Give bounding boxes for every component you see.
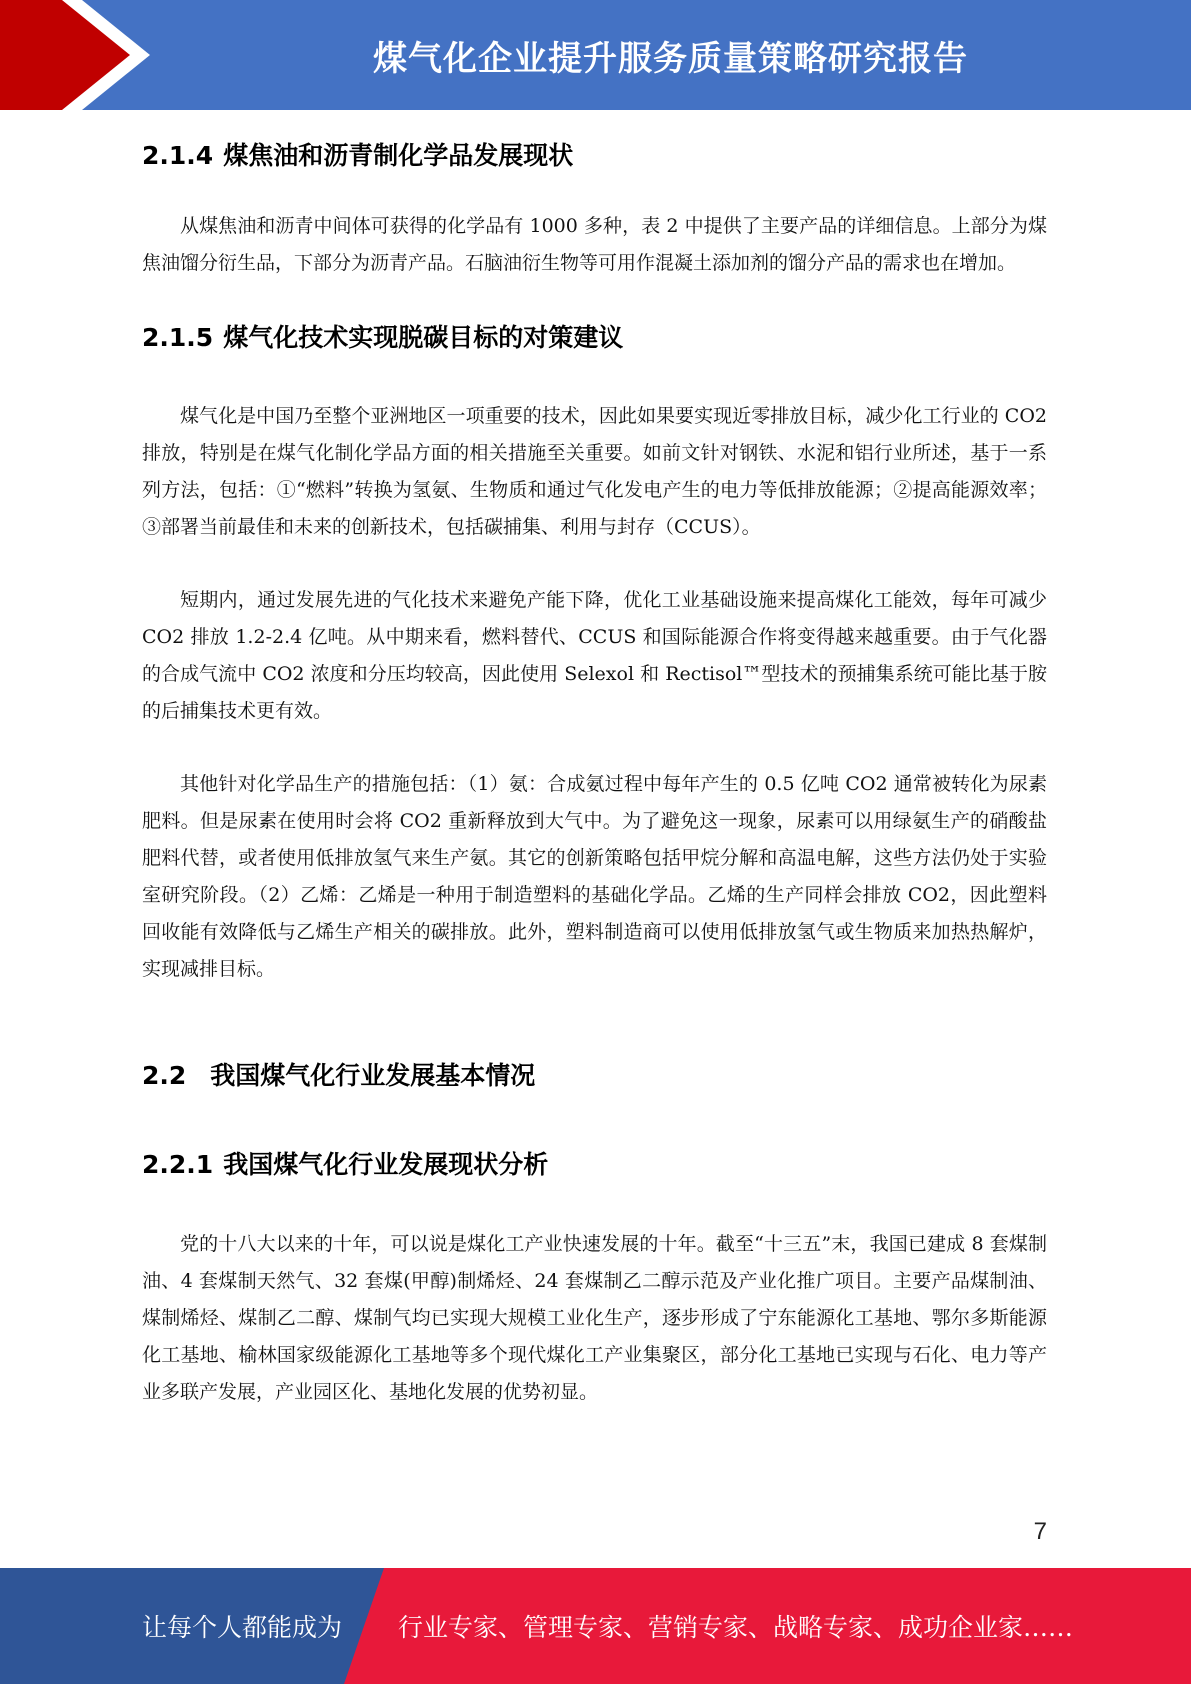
footer-slogan-left: 让每个人都能成为 bbox=[142, 1613, 343, 1642]
section-number: 2.1.5 bbox=[142, 323, 214, 352]
section-heading-2-1-4 bbox=[142, 136, 1047, 172]
page-content bbox=[142, 110, 1047, 1411]
section-title: 煤焦油和沥青制化学品发展现状 bbox=[223, 141, 574, 170]
section-number: 2.1.4 bbox=[142, 141, 214, 170]
section-number: 2.2 bbox=[142, 1061, 187, 1090]
section-heading-2-2 bbox=[142, 1056, 1047, 1092]
section-heading-2-2-1 bbox=[142, 1145, 1047, 1181]
paragraph: 短期内，通过发展先进的气化技术来避免产能下降，优化工业基础设施来提高煤化工能效，每年可减少 CO2 排放 1.2-2.4 亿吨。从中期来看，燃料替代、CCUS 和国际能源合作将变得越来越重要。由于气化器的合成气流中 CO2 浓度和分压均较高，因此使用 Selexol 和 Rectisol™型技术的预捕集系统可能比基于胺的后捕集技术更有效。 bbox=[142, 589, 1047, 722]
paragraph: 其他针对化学品生产的措施包括：（1）氨：合成氨过程中每年产生的 0.5 亿吨 CO2 通常被转化为尿素肥料。但是尿素在使用时会将 CO2 重新释放到大气中。为了避免这一现象，尿素可以用绿氨生产的硝酸盐肥料代替，或者使用低排放氢气来生产氨。其它的创新策略包括甲烷分解和高温电解，这些方法仍处于实验室研究阶段。（2）乙烯：乙烯是一种用于制造塑料的基础化学品。乙烯的生产同样会排放 CO2，因此塑料回收能有效降低与乙烯生产相关的碳排放。此外，塑料制造商可以使用低排放氢气或生物质来加热热解炉，实现减排目标。 bbox=[142, 773, 1047, 980]
section-title: 我国煤气化行业发展现状分析 bbox=[223, 1150, 549, 1179]
page-footer bbox=[0, 1568, 1191, 1684]
page-header bbox=[0, 0, 1191, 110]
header-title: 煤气化企业提升服务质量策略研究报告 bbox=[373, 38, 968, 79]
paragraph: 党的十八大以来的十年，可以说是煤化工产业快速发展的十年。截至“十三五”末，我国已建成 8 套煤制油、4 套煤制天然气、32 套煤(甲醇)制烯烃、24 套煤制乙二醇示范及产业化推广项目。主要产品煤制油、煤制烯烃、煤制乙二醇、煤制气均已实现大规模工业化生产，逐步形成了宁东能源化工基地、鄂尔多斯能源化工基地、榆林国家级能源化工基地等多个现代煤化工产业集聚区，部分化工基地已实现与石化、电力等产业多联产发展，产业园区化、基地化发展的优势初显。 bbox=[142, 1233, 1047, 1403]
paragraph: 从煤焦油和沥青中间体可获得的化学品有 1000 多种，表 2 中提供了主要产品的详细信息。上部分为煤焦油馏分衍生品，下部分为沥青产品。石脑油衍生物等可用作混凝土添加剂的馏分产品的需求也在增加。 bbox=[142, 215, 1047, 274]
section-title: 煤气化技术实现脱碳目标的对策建议 bbox=[223, 323, 624, 352]
paragraph: 煤气化是中国乃至整个亚洲地区一项重要的技术，因此如果要实现近零排放目标，减少化工行业的 CO2 排放，特别是在煤气化制化学品方面的相关措施至关重要。如前文针对钢铁、水泥和铝行业所述，基于一系列方法，包括：①“燃料”转换为氢氨、生物质和通过气化发电产生的电力等低排放能源；②提高能源效率；③部署当前最佳和未来的创新技术，包括碳捕集、利用与封存（CCUS）。 bbox=[142, 405, 1047, 538]
section-number: 2.2.1 bbox=[142, 1150, 214, 1179]
footer-slogan-right: 行业专家、管理专家、营销专家、战略专家、成功企业家…… bbox=[398, 1613, 1074, 1642]
section-heading-2-1-5 bbox=[142, 318, 1047, 354]
section-title: 我国煤气化行业发展基本情况 bbox=[210, 1061, 536, 1090]
page-number: 7 bbox=[1033, 1518, 1047, 1545]
